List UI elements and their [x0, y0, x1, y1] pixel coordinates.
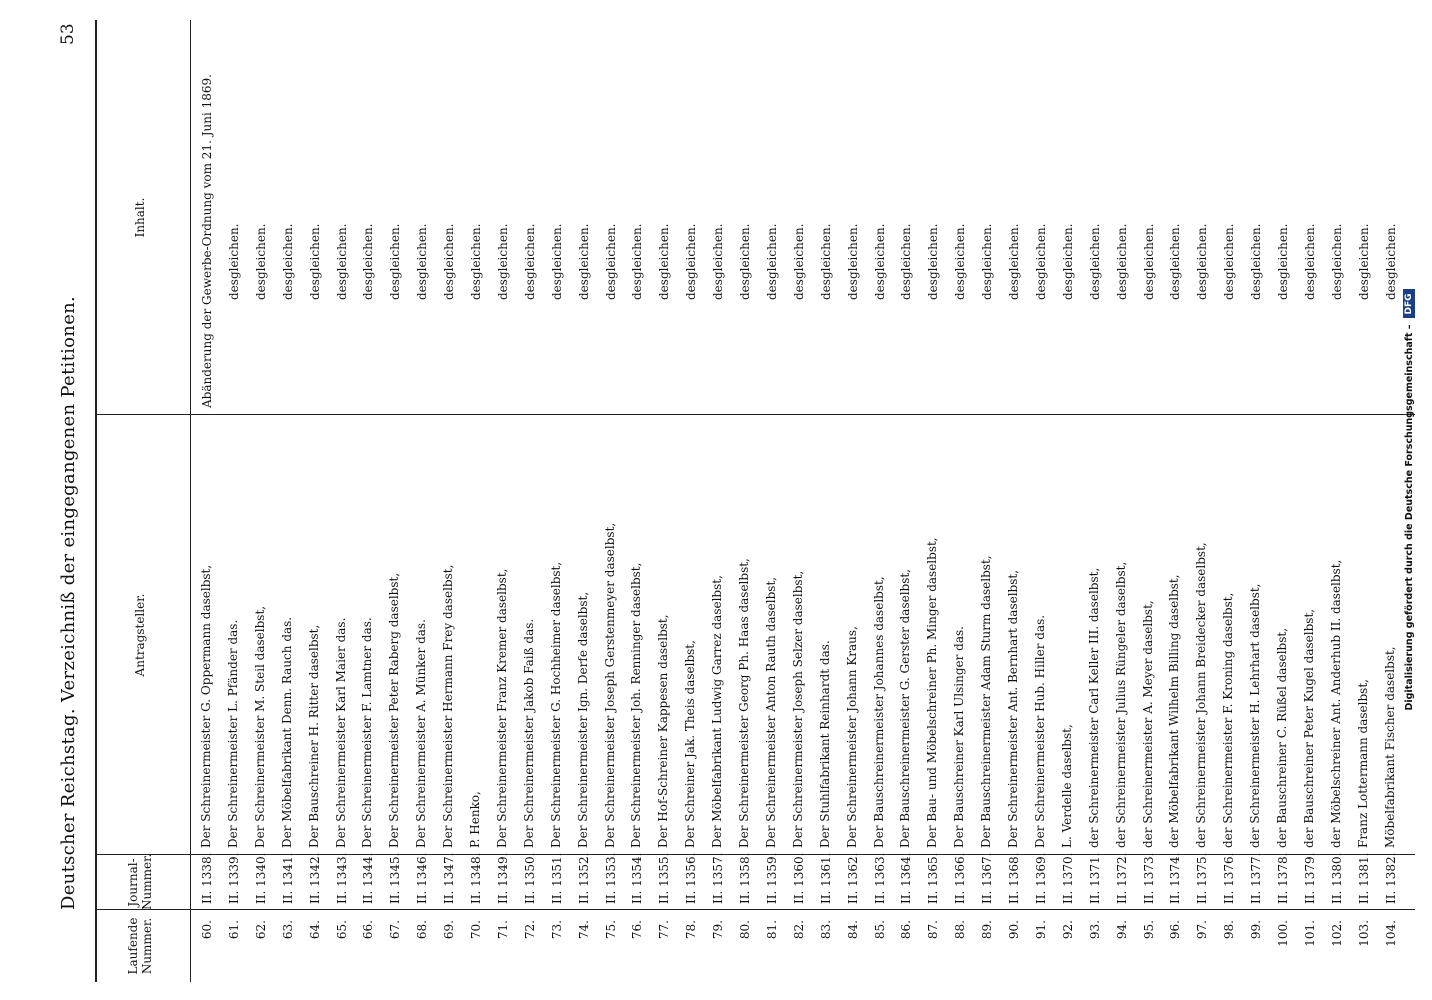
journal-number: II. 1349.	[495, 852, 510, 904]
row-number: 93.	[1087, 920, 1102, 940]
journal-number: II. 1341.	[280, 852, 295, 904]
journal-number: II. 1375.	[1195, 852, 1210, 904]
row-number: 75.	[603, 920, 618, 940]
row-number: 68.	[415, 920, 430, 940]
row-number: 100.	[1276, 920, 1290, 947]
journal-number: II. 1343.	[334, 852, 349, 904]
journal-number: II. 1381.	[1356, 852, 1371, 904]
applicant: Der Schreinermeister Hub. Hiller das.	[1032, 614, 1047, 848]
applicant: Der Bauschreinermeister Johannes daselbst,	[871, 576, 886, 848]
journal-number: II. 1344.	[361, 852, 376, 904]
row-number: 67.	[388, 920, 403, 940]
applicant: Der Schreinermeister Hermann Frey daselbst,	[441, 564, 456, 848]
row-number: 92.	[1060, 920, 1075, 940]
header-bottom-rule	[190, 20, 191, 982]
journal-number: II. 1382.	[1383, 852, 1398, 904]
dfg-note-text: Digitalisierung gefördert durch die Deutsche Forschungsgemeinschaft –	[1403, 324, 1415, 711]
row-number: 60.	[200, 920, 214, 940]
row-number: 72.	[522, 920, 537, 940]
journal-number: II. 1374.	[1168, 852, 1183, 904]
petition-content: desgleichen.	[1302, 223, 1317, 300]
petition-content: desgleichen.	[361, 223, 376, 300]
petition-content: desgleichen.	[1329, 223, 1344, 300]
row-number: 96.	[1168, 920, 1183, 940]
journal-number: II. 1350.	[522, 852, 537, 904]
journal-number: II. 1378.	[1276, 852, 1290, 904]
column-divider-1	[95, 909, 1415, 910]
applicant: der Schreinermeister Johann Breidecker daselbst,	[1194, 542, 1209, 848]
row-number: 81.	[764, 920, 779, 940]
petition-content: desgleichen.	[657, 223, 672, 300]
page-number: 53	[58, 23, 78, 45]
journal-number: II. 1372.	[1114, 852, 1129, 904]
journal-number: II. 1353.	[603, 852, 618, 904]
column-divider-3	[95, 414, 1415, 415]
petition-content: desgleichen.	[899, 223, 914, 300]
journal-number: II. 1342.	[307, 852, 322, 904]
petition-content: desgleichen.	[1383, 223, 1398, 300]
journal-number: II. 1360.	[791, 852, 806, 904]
row-number: 98.	[1222, 920, 1237, 940]
petition-content: desgleichen.	[307, 223, 322, 300]
journal-number: II. 1369.	[1033, 852, 1048, 904]
dfg-funding-note	[1396, 0, 1422, 1000]
row-number: 62.	[253, 920, 268, 940]
journal-number: II. 1338.	[200, 852, 214, 904]
applicant: Der Schreinermeister L. Pfänder das.	[225, 619, 240, 848]
petition-content: desgleichen.	[1222, 223, 1237, 300]
row-number: 90.	[1007, 920, 1021, 940]
journal-number: II. 1373.	[1141, 852, 1156, 904]
petition-content: desgleichen.	[334, 223, 349, 300]
applicant: Der Schreinermeister F. Lamtner das.	[360, 617, 375, 848]
journal-number: II. 1362.	[845, 852, 860, 904]
col-header-antragsteller: Antragsteller.	[133, 593, 147, 677]
applicant: Der Schreinermeister Joseph Selzer daselbst,	[790, 570, 805, 848]
applicant: Der Schreinermeister Ign. Derfe daselbst,	[575, 591, 590, 848]
row-number: 70.	[469, 920, 483, 940]
applicant: Der Schreinermeister Anton Rauth daselbst,	[763, 576, 778, 848]
row-number: 83.	[818, 920, 833, 940]
applicant: L. Verdelle daselbst,	[1059, 724, 1074, 848]
row-number: 79.	[711, 920, 726, 940]
dfg-badge: DFG	[1403, 289, 1415, 318]
applicant: Der Schreinermeister G. Hochheimer daselbst,	[548, 561, 563, 848]
journal-number: II. 1361.	[818, 852, 833, 904]
applicant: der Schreinermeister F. Kroning daselbst,	[1221, 592, 1236, 848]
row-number: 89.	[980, 920, 995, 940]
row-number: 77.	[657, 920, 672, 940]
petition-content: desgleichen.	[684, 223, 699, 300]
petition-content: desgleichen.	[469, 223, 483, 300]
journal-number: II. 1380.	[1329, 852, 1344, 904]
applicant: Der Schreinermeister Karl Maier das.	[333, 617, 348, 848]
applicant: Der Bauschreiner Karl Ulsinger das.	[952, 626, 967, 848]
applicant: Der Hof-Schreiner Kappesen daselbst,	[656, 614, 671, 848]
row-number: 87.	[926, 920, 941, 940]
row-number: 76.	[630, 920, 645, 940]
petition-content: desgleichen.	[603, 223, 618, 300]
petition-content: desgleichen.	[764, 223, 779, 300]
journal-number: II. 1352.	[576, 852, 591, 904]
journal-number: II. 1363.	[872, 852, 887, 904]
applicant: Der Schreinermeister Georg Ph. Haas daselbst,	[737, 558, 751, 848]
petition-content: desgleichen.	[953, 223, 968, 300]
row-number: 82.	[791, 920, 806, 940]
journal-number: II. 1371.	[1087, 852, 1102, 904]
row-number: 85.	[872, 920, 887, 940]
applicant: Der Schreinermeister Franz Kremer daselbst,	[494, 568, 509, 848]
journal-number: II. 1376.	[1222, 852, 1237, 904]
journal-number: II. 1347.	[442, 852, 457, 904]
applicant: der Bauschreiner Peter Kugel daselbst,	[1301, 608, 1316, 848]
petition-content: desgleichen.	[1114, 223, 1129, 300]
journal-number: II. 1365.	[926, 852, 941, 904]
journal-number: II. 1356.	[684, 852, 699, 904]
journal-number: II. 1340.	[253, 852, 268, 904]
row-number: 103.	[1356, 920, 1371, 947]
col-header-laufende: Laufende Nummer.	[126, 917, 154, 975]
journal-number: II. 1358.	[738, 852, 752, 904]
row-number: 64.	[307, 920, 322, 940]
row-number: 84.	[845, 920, 860, 940]
petition-content: desgleichen.	[1195, 223, 1210, 300]
row-number: 86.	[899, 920, 914, 940]
applicant: Der Schreinermeister Ant. Bernhart daselbst,	[1006, 569, 1020, 848]
petition-content: desgleichen.	[872, 223, 887, 300]
row-number: 94.	[1114, 920, 1129, 940]
applicant: der Schreinermeister Julius Rüngeler daselbst,	[1113, 561, 1128, 848]
row-number: 80.	[738, 920, 752, 940]
col-header-inhalt: Inhalt.	[133, 197, 147, 238]
header-top-rule	[95, 20, 97, 982]
journal-number: II. 1351.	[549, 852, 564, 904]
applicant: Der Möbelfabrikant Ludwig Garrez daselbst,	[710, 575, 725, 848]
applicant: Der Bau- und Möbelschreiner Ph. Minger daselbst,	[925, 537, 940, 848]
petition-content: desgleichen.	[1276, 223, 1290, 300]
petition-content: desgleichen.	[253, 223, 268, 300]
journal-number: II. 1346.	[415, 852, 430, 904]
journal-number: II. 1364.	[899, 852, 914, 904]
applicant: Der Schreinermeister Jakob Faiß das.	[521, 618, 536, 848]
applicant: Der Schreiner Jak. Theis daselbst,	[683, 640, 698, 848]
applicant: Der Bauschreinermeister Adam Sturm daselbst,	[979, 555, 994, 848]
applicant: Der Möbelfabrikant Denn. Rauch das.	[279, 616, 294, 848]
row-number: 91.	[1033, 920, 1048, 940]
applicant: Möbelfabrikant Fischer daselbst,	[1382, 646, 1397, 848]
petition-content: desgleichen.	[738, 223, 752, 300]
petition-content: desgleichen.	[980, 223, 995, 300]
petition-content: desgleichen.	[818, 223, 833, 300]
petition-content: desgleichen.	[630, 223, 645, 300]
row-number: 66.	[361, 920, 376, 940]
applicant: Der Schreinermeister Joseph Gerstenmeyer daselbst,	[602, 522, 617, 848]
applicant: der Bauschreiner C. Rüßel daselbst,	[1275, 627, 1289, 848]
petition-content: desgleichen.	[495, 223, 510, 300]
petition-content: desgleichen.	[1060, 223, 1075, 300]
applicant: Der Schreinermeister M. Steil daselbst,	[252, 605, 267, 848]
page-title: Deutscher Reichstag. Verzeichniß der eingegangenen Petitionen.	[58, 295, 79, 910]
petition-content: desgleichen.	[1356, 223, 1371, 300]
row-number: 63.	[280, 920, 295, 940]
journal-number: II. 1368.	[1007, 852, 1021, 904]
petition-content: desgleichen.	[388, 223, 403, 300]
row-number: 71.	[495, 920, 510, 940]
petition-content: desgleichen.	[845, 223, 860, 300]
petition-content: desgleichen.	[711, 223, 726, 300]
journal-number: II. 1367.	[980, 852, 995, 904]
row-number: 102.	[1329, 920, 1344, 947]
applicant: der Möbelfabrikant Wilhelm Billing daselbst,	[1167, 574, 1182, 848]
applicant: Der Schreinermeister G. Oppermann daselbst,	[199, 564, 213, 848]
journal-number: II. 1359.	[764, 852, 779, 904]
petition-content: desgleichen.	[1033, 223, 1048, 300]
petition-content: desgleichen.	[1007, 223, 1021, 300]
journal-number: II. 1339.	[226, 852, 241, 904]
applicant: Der Bauschreinermeister G. Gerster daselbst,	[898, 568, 913, 848]
applicant: P. Henko,	[468, 791, 482, 848]
row-number: 104.	[1383, 920, 1398, 947]
row-number: 99.	[1249, 920, 1264, 940]
row-number: 95.	[1141, 920, 1156, 940]
petition-content: desgleichen.	[226, 223, 241, 300]
petition-content: desgleichen.	[926, 223, 941, 300]
petition-content: desgleichen.	[576, 223, 591, 300]
row-number: 74.	[576, 920, 591, 940]
row-number: 101.	[1302, 920, 1317, 947]
row-number: 61.	[226, 920, 241, 940]
row-number: 97.	[1195, 920, 1210, 940]
petition-content: desgleichen.	[522, 223, 537, 300]
petition-content: desgleichen.	[415, 223, 430, 300]
journal-number: II. 1355.	[657, 852, 672, 904]
row-number: 69.	[442, 920, 457, 940]
applicant: Der Schreinermeister Johann Kraus,	[844, 626, 859, 848]
applicant: der Möbelschreiner Ant. Anderhub II. daselbst,	[1328, 559, 1343, 848]
applicant: Der Schreinermeister Joh. Renninger daselbst,	[629, 562, 644, 848]
row-number: 78.	[684, 920, 699, 940]
row-number: 88.	[953, 920, 968, 940]
row-number: 73.	[549, 920, 564, 940]
applicant: Der Schreinermeister Peter Raberg daselbst,	[387, 572, 402, 848]
applicant: Franz Lottermann daselbst,	[1355, 679, 1370, 848]
applicant: der Schreinermeister Carl Keller III. daselbst,	[1086, 567, 1101, 848]
applicant: Der Bauschreiner H. Ritter daselbst,	[306, 624, 321, 848]
journal-number: II. 1370.	[1060, 852, 1075, 904]
journal-number: II. 1377.	[1249, 852, 1264, 904]
petition-content: desgleichen.	[1141, 223, 1156, 300]
journal-number: II. 1354.	[630, 852, 645, 904]
petition-content: desgleichen.	[549, 223, 564, 300]
journal-number: II. 1366.	[953, 852, 968, 904]
journal-number: II. 1357.	[711, 852, 726, 904]
petition-content: desgleichen.	[1168, 223, 1183, 300]
applicant: der Schreinermeister A. Meyer daselbst,	[1140, 600, 1155, 848]
petition-content: desgleichen.	[791, 223, 806, 300]
petition-content: desgleichen.	[442, 223, 457, 300]
petition-content: desgleichen.	[280, 223, 295, 300]
row-number: 65.	[334, 920, 349, 940]
applicant: der Schreinermeister H. Lehrhart daselbst,	[1248, 583, 1263, 848]
petition-content: desgleichen.	[1087, 223, 1102, 300]
journal-number: II. 1345.	[388, 852, 403, 904]
journal-number: II. 1348.	[469, 852, 483, 904]
col-header-journal: Journal-Nummer.	[126, 853, 154, 910]
applicant: Der Schreinermeister A. Münker das.	[414, 619, 429, 848]
journal-number: II. 1379.	[1302, 852, 1317, 904]
petition-content: Abänderung der Gewerbe-Ordnung vom 21. Juni 1869.	[200, 74, 214, 408]
petition-content: desgleichen.	[1249, 223, 1264, 300]
applicant: Der Stuhlfabrikant Reinhardt das.	[817, 640, 832, 848]
